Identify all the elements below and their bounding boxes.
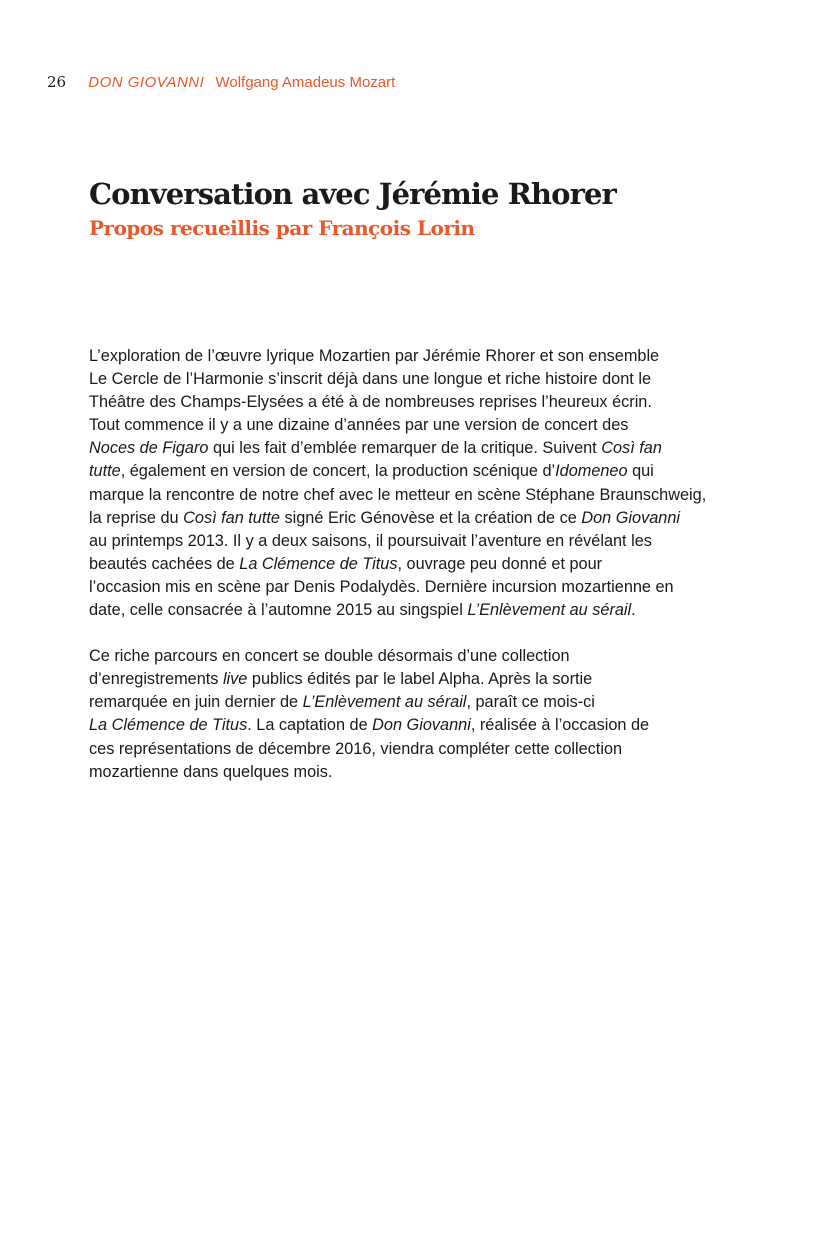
- article-body: [89, 345, 749, 784]
- text-run: qui les fait d’emblée remarquer de la critique. Suivent: [208, 439, 602, 458]
- running-header: [47, 73, 395, 91]
- text-run: L’exploration de l’œuvre lyrique Mozartien par Jérémie Rhorer et son ensemble: [89, 347, 660, 365]
- paragraph: [89, 345, 749, 622]
- page-number: 26: [47, 73, 67, 91]
- text-run: beautés cachées de: [89, 554, 240, 573]
- italic-text: Così fan tutte: [183, 508, 280, 527]
- text-run: la reprise du: [89, 508, 184, 527]
- running-header-composer: Wolfgang Amadeus Mozart: [215, 74, 396, 91]
- italic-text: Idomeneo: [555, 462, 628, 481]
- italic-text: tutte: [89, 462, 121, 481]
- text-line: [89, 368, 749, 391]
- text-run: , également en version de concert, la production scénique d’: [120, 462, 556, 481]
- text-line: [89, 553, 749, 576]
- italic-text: La Clémence de Titus: [89, 716, 248, 735]
- text-run: d’enregistrements: [89, 670, 223, 689]
- italic-text: Don Giovanni: [372, 716, 471, 735]
- italic-text: Don Giovanni: [581, 508, 680, 527]
- text-line: [89, 738, 749, 761]
- italic-text: La Clémence de Titus: [239, 554, 398, 573]
- text-line: [89, 645, 749, 668]
- text-run: l’occasion mis en scène par Denis Podalydès. Dernière incursion mozartienne en: [89, 577, 674, 596]
- text-run: qui: [627, 462, 654, 481]
- text-line: [89, 576, 749, 599]
- text-run: date, celle consacrée à l’automne 2015 au singspiel: [89, 601, 468, 620]
- article-heading: [89, 175, 749, 243]
- text-line: [89, 460, 749, 483]
- text-run: marque la rencontre de notre chef avec le metteur en scène Stéphane Braunschweig,: [89, 485, 707, 504]
- italic-text: live: [222, 670, 248, 689]
- text-run: remarquée en juin dernier de: [89, 693, 303, 712]
- text-line: [89, 599, 749, 622]
- text-run: mozartienne dans quelques mois.: [89, 762, 333, 781]
- paragraph: [89, 645, 749, 784]
- text-run: Théâtre des Champs-Elysées a été à de nombreuses reprises l’heureux écrin.: [89, 393, 652, 412]
- text-run: au printemps 2013. Il y a deux saisons, il poursuivait l’aventure en révélant les: [89, 531, 652, 550]
- article-title: Conversation avec Jérémie Rhorer: [89, 177, 616, 211]
- text-run: .: [631, 601, 636, 620]
- text-line: [89, 691, 749, 714]
- article-subtitle: Propos recueillis par François Lorin: [89, 216, 475, 240]
- text-line: [89, 668, 749, 691]
- italic-text: Così fan: [601, 439, 662, 458]
- italic-text: Noces de Figaro: [89, 439, 209, 458]
- text-line: [89, 761, 749, 784]
- text-run: . La captation de: [247, 716, 373, 735]
- text-run: Ce riche parcours en concert se double désormais d’une collection: [89, 647, 570, 666]
- text-run: publics édités par le label Alpha. Après la sortie: [247, 670, 593, 689]
- text-line: [89, 484, 749, 507]
- text-run: signé Eric Génovèse et la création de ce: [279, 508, 582, 527]
- text-run: , ouvrage peu donné et pour: [397, 554, 603, 573]
- text-line: [89, 345, 749, 368]
- text-run: ces représentations de décembre 2016, viendra compléter cette collection: [89, 739, 623, 758]
- text-run: , paraît ce mois-ci: [466, 693, 595, 712]
- text-line: [89, 714, 749, 737]
- text-line: [89, 391, 749, 414]
- text-line: [89, 414, 749, 437]
- text-line: [89, 437, 749, 460]
- text-run: , réalisée à l’occasion de: [470, 716, 650, 735]
- italic-text: L’Enlèvement au sérail: [467, 601, 632, 620]
- text-line: [89, 507, 749, 530]
- paragraph-gap: [89, 622, 749, 645]
- text-run: Tout commence il y a une dizaine d’années par une version de concert des: [89, 416, 629, 435]
- running-header-work-title: DON GIOVANNI: [88, 74, 205, 91]
- text-line: [89, 530, 749, 553]
- italic-text: L’Enlèvement au sérail: [302, 693, 467, 712]
- text-run: Le Cercle de l’Harmonie s’inscrit déjà dans une longue et riche histoire dont le: [89, 370, 652, 389]
